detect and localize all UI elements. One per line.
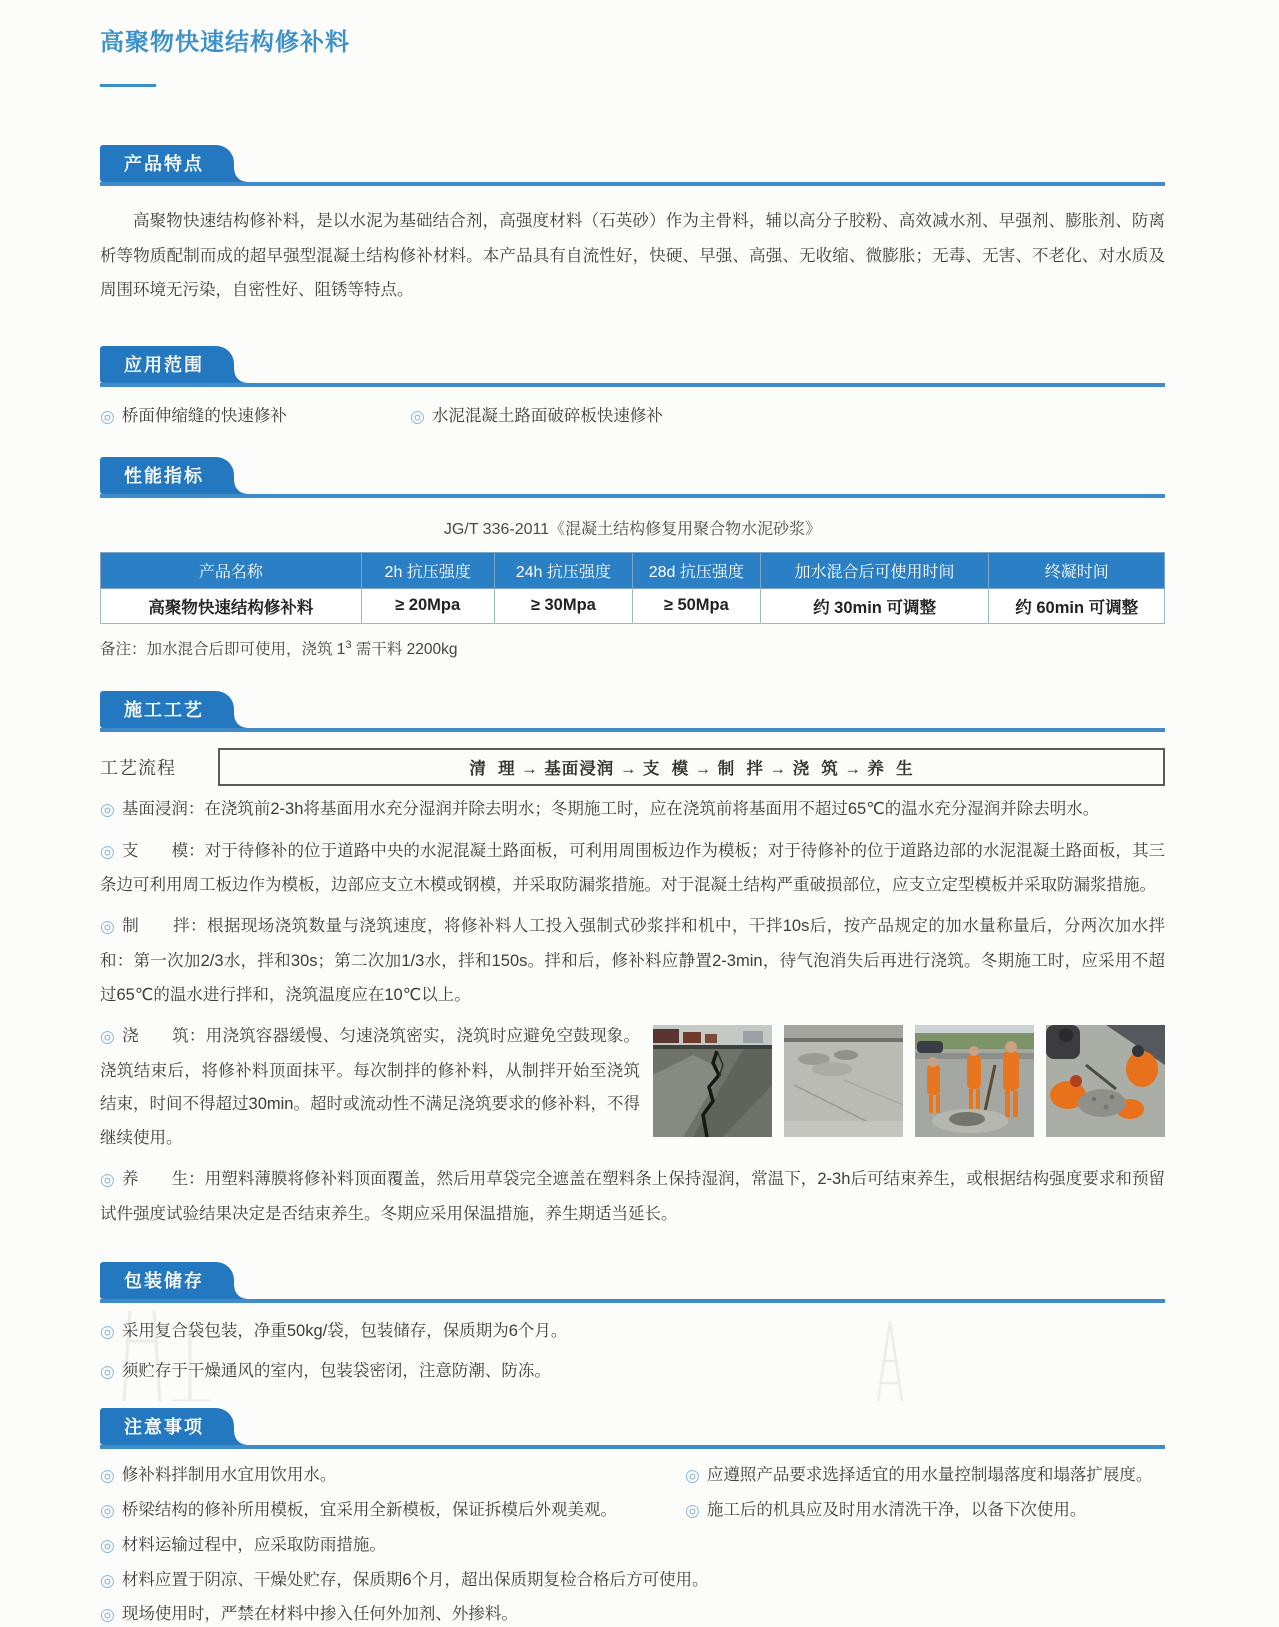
ring-bullet-icon: ◎ — [100, 1570, 115, 1590]
table-header-row — [101, 552, 1165, 588]
application-item — [410, 405, 663, 429]
note-item — [100, 1569, 1165, 1593]
note-item — [685, 1464, 1165, 1488]
packaging-item — [100, 1360, 1165, 1384]
step-text: 支 模：对于待修补的位于道路中央的水泥混凝土路面板，可利用周围板边作为模板；对于待修补的位于道路边部的水泥混凝土路面板，其三条边可利用周工板边作为模板，边部应支立木模或钢模，并采取防漏浆措施。对于混凝土结构严重破损部位，应支立定型模板并采取防漏浆措施。 — [100, 841, 1166, 895]
ring-bullet-icon: ◎ — [100, 1321, 115, 1341]
process-step — [100, 1020, 640, 1156]
applications-list — [100, 405, 1165, 429]
site-photo-strip — [652, 1015, 1165, 1156]
standard-reference: JG/T 336-2011《混凝土结构修复用聚合物水泥砂浆》 — [443, 520, 822, 538]
notes-list — [100, 1464, 1165, 1627]
ring-bullet-icon: ◎ — [100, 1466, 115, 1486]
ring-bullet-icon: ◎ — [100, 1362, 115, 1382]
pour-step-text-column — [100, 1015, 640, 1156]
section-tab-applications: 应用范围 — [100, 346, 234, 383]
table-cell: ≥ 20Mpa — [361, 588, 494, 623]
note-item-label: 修补料拌制用水宜用饮用水。 — [121, 1466, 337, 1485]
column-header: 加水混合后可使用时间 — [760, 552, 989, 588]
ring-bullet-icon: ◎ — [100, 1169, 115, 1189]
section-header — [100, 457, 1165, 498]
section-header — [100, 1262, 1165, 1303]
section-header — [100, 145, 1165, 186]
packaging-item — [100, 1320, 1165, 1344]
process-step — [100, 910, 1165, 1012]
ring-bullet-icon: ◎ — [100, 1605, 115, 1625]
note-item — [100, 1534, 1165, 1558]
packaging-item-label: 采用复合袋包装，净重50kg/袋，包装储存，保质期为6个月。 — [121, 1321, 568, 1340]
road-repair-crew-photo — [915, 1025, 1034, 1137]
note-item — [100, 1603, 1165, 1627]
table-cell: 约 60min 可调整 — [989, 588, 1165, 623]
ring-bullet-icon: ◎ — [100, 917, 116, 937]
workers-patching-photo — [1046, 1025, 1165, 1137]
page-title: 高聚物快速结构修补料 — [100, 29, 350, 56]
pour-step-with-photos — [100, 1015, 1165, 1156]
section-process — [100, 691, 1165, 1232]
section-features — [100, 145, 1165, 308]
features-paragraph: 高聚物快速结构修补料，是以水泥为基础结合剂，高强度材料（石英砂）作为主骨料，辅以高分子胶粉、高效减水剂、早强剂、膨胀剂、防离析等物质配制而成的超早强型混凝土结构修补材料。本产品具有自流性好，快硬、早强、高强、无收缩、微膨胀；无毒、无害、不老化、对水质及周围环境无污染，自密性好、阻锈等特点。 — [100, 212, 1165, 300]
column-header: 终凝时间 — [989, 552, 1165, 588]
table-cell: 高聚物快速结构修补料 — [101, 588, 362, 623]
ring-bullet-icon: ◎ — [100, 406, 115, 426]
note-item-label: 材料应置于阴凉、干燥处贮存，保质期6个月，超出保质期复检合格后方可使用。 — [121, 1570, 709, 1589]
step-text: 养 生：用塑料薄膜将修补料顶面覆盖，然后用草袋完全遮盖在塑料条上保持湿润，常温下，2-3h后可结束养生，或根据结构强度要求和预留试件强度试验结果决定是否结束养生。冬期应采用保温措施，养生期适当延长。 — [100, 1169, 1165, 1223]
table-row — [101, 588, 1165, 623]
column-header: 24h 抗压强度 — [494, 552, 632, 588]
note-item-label: 桥梁结构的修补所用模板，宜采用全新模板，保证拆模后外观美观。 — [121, 1501, 617, 1520]
note-item-label: 施工后的机具应及时用水清洗干净，以备下次使用。 — [706, 1501, 1087, 1520]
table-cell: ≥ 50Mpa — [632, 588, 760, 623]
step-text: 浇 筑：用浇筑容器缓慢、匀速浇筑密实，浇筑时应避免空鼓现象。浇筑结束后，将修补料顶面抹平。每次制拌的修补料，从制拌开始至浇筑结束，时间不得超过30min。超时或流动性不满足浇筑要求的修补料，不得继续使用。 — [100, 1026, 641, 1148]
note-item-label: 应遵照产品要求选择适宜的用水量控制塌落度和塌落扩展度。 — [706, 1466, 1153, 1485]
note-item — [100, 1499, 685, 1523]
application-item-label: 水泥混凝土路面破碎板快速修补 — [431, 406, 663, 425]
flow-label: 工艺流程 — [100, 757, 176, 778]
table-cell: ≥ 30Mpa — [494, 588, 632, 623]
section-tab-features: 产品特点 — [100, 145, 234, 182]
ring-bullet-icon: ◎ — [685, 1466, 700, 1486]
table-cell: 约 30min 可调整 — [760, 588, 989, 623]
section-tab-performance: 性能指标 — [100, 457, 234, 494]
section-tab-notes: 注意事项 — [100, 1408, 234, 1445]
section-header — [100, 1408, 1165, 1449]
damaged-concrete-photo — [784, 1025, 903, 1137]
packaging-item-label: 须贮存于干燥通风的室内，包装袋密闭，注意防潮、防冻。 — [121, 1362, 551, 1381]
section-header — [100, 346, 1165, 387]
process-step — [100, 793, 1165, 828]
process-flow — [100, 748, 1165, 786]
section-applications — [100, 346, 1165, 429]
section-header — [100, 691, 1165, 732]
application-item-label: 桥面伸缩缝的快速修补 — [121, 406, 287, 425]
process-step — [100, 835, 1165, 904]
column-header: 产品名称 — [101, 552, 362, 588]
ring-bullet-icon: ◎ — [410, 406, 425, 426]
note-item — [100, 1464, 685, 1488]
section-tab-process: 施工工艺 — [100, 691, 234, 728]
ring-bullet-icon: ◎ — [685, 1501, 700, 1521]
flow-diagram: 清 理 → 基面浸润 → 支 模 → 制 拌 → 浇 筑 → 养 生 — [218, 748, 1165, 786]
ring-bullet-icon: ◎ — [100, 841, 115, 861]
performance-table — [100, 552, 1165, 624]
title-underline — [100, 84, 156, 87]
step-text: 基面浸润：在浇筑前2-3h将基面用水充分湿润并除去明水；冬期施工时，应在浇筑前将基面用不超过65℃的温水充分湿润并除去明水。 — [121, 799, 1100, 818]
section-performance — [100, 457, 1165, 659]
remark-text: 备注：加水混合后即可使用，浇筑 1 — [100, 640, 346, 658]
table-remark — [100, 637, 1165, 659]
ring-bullet-icon: ◎ — [100, 1535, 115, 1555]
cracked-pavement-photo — [653, 1025, 772, 1137]
note-item-label: 材料运输过程中，应采取防雨措施。 — [121, 1535, 386, 1554]
remark-superscript: 3 — [345, 638, 352, 651]
remark-text: 需干料 2200kg — [351, 640, 458, 658]
section-packaging — [100, 1262, 1165, 1385]
note-item — [685, 1499, 1165, 1523]
section-notes — [100, 1408, 1165, 1627]
note-item-label: 现场使用时，严禁在材料中掺入任何外加剂、外掺料。 — [121, 1605, 518, 1624]
ring-bullet-icon: ◎ — [100, 799, 115, 819]
step-text: 制 拌：根据现场浇筑数量与浇筑速度，将修补料人工投入强制式砂浆拌和机中，干拌10s后，按产品规定的加水量称量后，分两次加水拌和：第一次加2/3水，拌和30s；第二次加1/3水，拌和150s。拌和后，修补料应静置2-3min，待气泡消失后再进行浇筑。冬期施工时，应采用不超过65℃的温水进行拌和，浇筑温度应在10℃以上。 — [100, 917, 1165, 1004]
column-header: 2h 抗压强度 — [361, 552, 494, 588]
section-tab-packaging: 包装储存 — [100, 1262, 234, 1299]
ring-bullet-icon: ◎ — [100, 1026, 116, 1046]
process-step — [100, 1163, 1165, 1232]
ring-bullet-icon: ◎ — [100, 1501, 115, 1521]
column-header: 28d 抗压强度 — [632, 552, 760, 588]
application-item — [100, 405, 410, 429]
